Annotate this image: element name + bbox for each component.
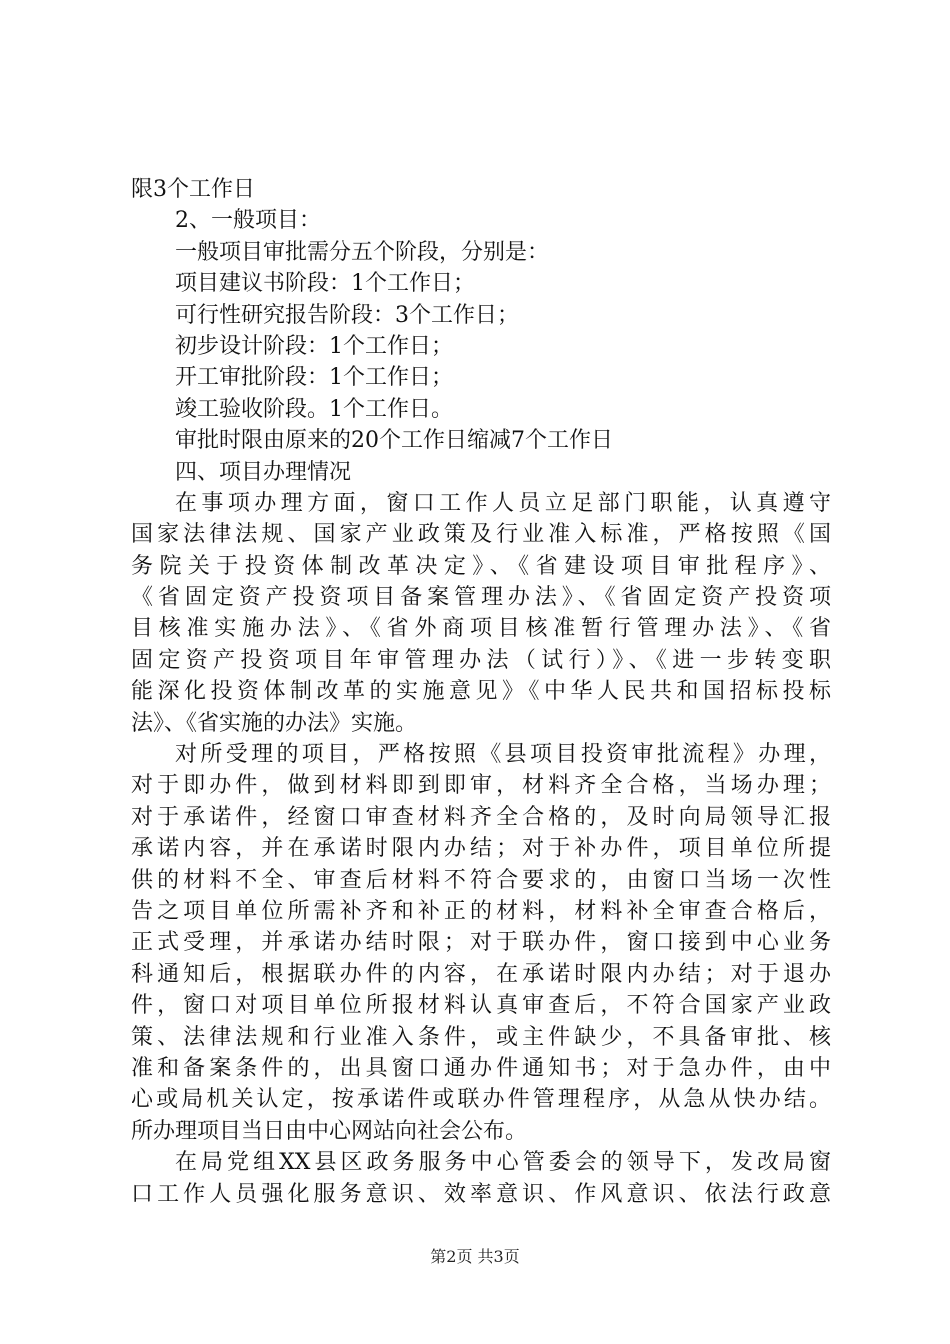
text-line: 所办理项目当日由中心网站向社会公布。 — [131, 1118, 528, 1144]
text-line: 国家法律法规、国家产业政策及行业准入标准，严格按照《国 — [131, 522, 831, 548]
text-line: 心或局机关认定，按承诺件或联办件管理程序，从急从快办结。 — [131, 1087, 831, 1113]
text-line: 能深化投资体制改革的实施意见》《中华人民共和国招标投标 — [131, 679, 831, 705]
section-heading: 四、项目办理情况 — [175, 459, 352, 485]
text-line: 准和备案条件的，出具窗口通办件通知书；对于急办件，由中 — [131, 1055, 831, 1081]
text-line: 策、法律法规和行业准入条件，或主件缺少，不具备审批、核 — [131, 1024, 831, 1050]
text-line: 限3个工作日 — [131, 177, 255, 202]
page-number-footer: 第2页 共3页 — [430, 1247, 520, 1266]
text-line: 固定资产投资项目年审管理办法（试行）》、《进一步转变职 — [131, 647, 831, 673]
text-line: 口工作人员强化服务意识、效率意识、作风意识、依法行政意 — [131, 1181, 831, 1207]
document-body — [131, 174, 831, 1210]
text-line: 项目建议书阶段：1个工作日； — [175, 271, 475, 297]
text-line: 初步设计阶段：1个工作日； — [175, 333, 453, 359]
text-line: 目核准实施办法》、《省外商项目核准暂行管理办法》、《省 — [131, 616, 831, 642]
text-line: 务院关于投资体制改革决定》、《省建设项目审批程序》、 — [131, 553, 831, 579]
text-line: 一般项目审批需分五个阶段，分别是： — [175, 239, 550, 265]
text-line: 开工审批阶段：1个工作日； — [175, 365, 453, 391]
text-line: 对于承诺件，经窗口审查材料齐全合格的，及时向局领导汇报 — [131, 804, 831, 830]
text-line: 法》、《省实施的办法》实施。 — [131, 710, 418, 736]
text-line: 可行性研究报告阶段：3个工作日； — [175, 302, 519, 328]
text-line: 科通知后，根据联办件的内容，在承诺时限内办结；对于退办 — [131, 961, 831, 987]
text-line: 审批时限由原来的20个工作日缩减7个工作日 — [175, 428, 613, 454]
text-line: 件，窗口对项目单位所报材料认真审查后，不符合国家产业政 — [131, 993, 831, 1019]
text-line: 在局党组XX县区政务服务中心管委会的领导下，发改局窗 — [175, 1150, 831, 1176]
text-line: 供的材料不全、审查后材料不符合要求的，由窗口当场一次性 — [131, 867, 831, 893]
text-line: 2、一般项目： — [175, 208, 321, 234]
text-line: 对于即办件，做到材料即到即审，材料齐全合格，当场办理； — [131, 773, 831, 799]
text-line: 承诺内容，并在承诺时限内办结；对于补办件，项目单位所提 — [131, 836, 831, 862]
text-line: 竣工验收阶段。1个工作日。 — [175, 396, 453, 422]
text-line: 告之项目单位所需补齐和补正的材料，材料补全审查合格后， — [131, 898, 831, 924]
text-line: 在事项办理方面，窗口工作人员立足部门职能，认真遵守 — [175, 490, 831, 516]
text-line: 对所受理的项目，严格按照《县项目投资审批流程》办理， — [175, 742, 831, 768]
text-line: 《省固定资产投资项目备案管理办法》、《省固定资产投资项 — [131, 585, 831, 611]
text-line: 正式受理，并承诺办结时限；对于联办件，窗口接到中心业务 — [131, 930, 831, 956]
